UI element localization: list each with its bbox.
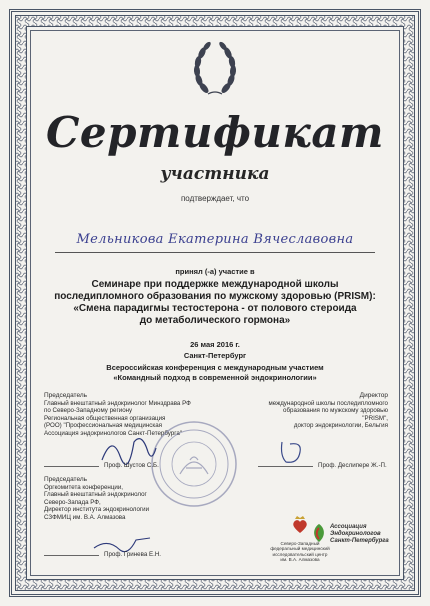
- chair-line: Главный внештатный эндокринолог Минздрава РФ: [44, 399, 191, 407]
- conference-line: Всероссийская конференция с международным участием: [106, 363, 324, 372]
- chair-role: Председатель: [44, 392, 88, 399]
- director-line: образования по мужскому здоровью "PRISM",: [283, 407, 388, 422]
- org-chair-line: Северо-Запада РФ,: [44, 498, 101, 506]
- org-chair-line: СЗФМИЦ им. В.А. Алмазова: [44, 513, 126, 521]
- org-chair-line: Главный внештатный эндокринолог: [44, 491, 147, 499]
- chair-line: (РОО) "Профессиональная медицинская: [44, 422, 162, 430]
- org-chair-line: Оргкомитета конференции,: [44, 483, 124, 491]
- seminar-title: [40, 279, 390, 327]
- org-chair-signature-line: [44, 555, 99, 556]
- seminar-line: «Смена парадигмы тестостерона - от полового стероида: [73, 303, 357, 314]
- director-role: Директор: [359, 392, 388, 399]
- association-line: Санкт-Петербурга: [330, 538, 389, 544]
- seminar-line: Семинаре при поддержке международной школы: [91, 279, 339, 290]
- conference-title: [40, 363, 390, 383]
- association-line: Ассоциация: [330, 524, 367, 530]
- chair-line: по Северо-Западному региону: [44, 407, 133, 415]
- participant-name: Мельникова Екатерина Вячеславовна: [76, 232, 354, 247]
- org-chair-block: [44, 476, 204, 522]
- org-chair-line: Директор института эндокринологии: [44, 506, 150, 514]
- chair-line: Ассоциация эндокринологов Санкт-Петербурга": [44, 429, 183, 437]
- director-signature-line: [258, 466, 313, 467]
- certificate-title: Сертификат: [46, 108, 384, 157]
- conference-line: «Командный подход в современной эндокринологии»: [113, 373, 317, 382]
- director-line: международной школы последипломного: [268, 399, 388, 407]
- association-name: [330, 524, 400, 545]
- heart-crown-icon: [292, 514, 308, 534]
- event-date: 26 мая 2016 г.: [190, 340, 240, 349]
- certificate-subtitle: участника: [160, 164, 270, 184]
- org-chair-role: Председатель: [44, 476, 88, 483]
- director-line: доктор эндокринологии, Бельгия: [293, 422, 388, 430]
- accepted-text: принял (-а) участие в: [175, 267, 255, 276]
- director-signatory: Проф. Деслипере Ж.-П.: [318, 462, 387, 469]
- director-signature: [276, 438, 306, 466]
- almazov-line: Северо-Западный: [280, 541, 320, 546]
- confirms-text: подтверждает, что: [180, 194, 250, 203]
- almazov-line: исследовательский центр: [272, 551, 328, 557]
- chair-signature-line: [44, 466, 99, 467]
- association-leaf-icon: [310, 522, 328, 544]
- seminar-line: последипломного образования по мужскому здоровью (PRISM):: [54, 291, 376, 302]
- seminar-line: до метаболического гормона»: [139, 315, 291, 326]
- director-block: [258, 392, 388, 430]
- almazov-line: федеральный медицинский: [270, 546, 330, 552]
- laurel-wreath-icon: [190, 40, 240, 96]
- chair-signatory: Проф. Шустов С.Б.: [104, 462, 159, 469]
- org-chair-signatory: Проф. Гринева Е.Н.: [104, 551, 162, 558]
- almazov-line: им. В.А. Алмазова: [280, 557, 320, 563]
- endocrinologists-association-logo: [310, 522, 396, 549]
- association-line: Эндокринологов: [330, 531, 381, 537]
- name-underline: [55, 252, 375, 253]
- chair-line: Региональная общественная организация: [44, 414, 166, 422]
- event-city: Санкт-Петербург: [183, 351, 247, 360]
